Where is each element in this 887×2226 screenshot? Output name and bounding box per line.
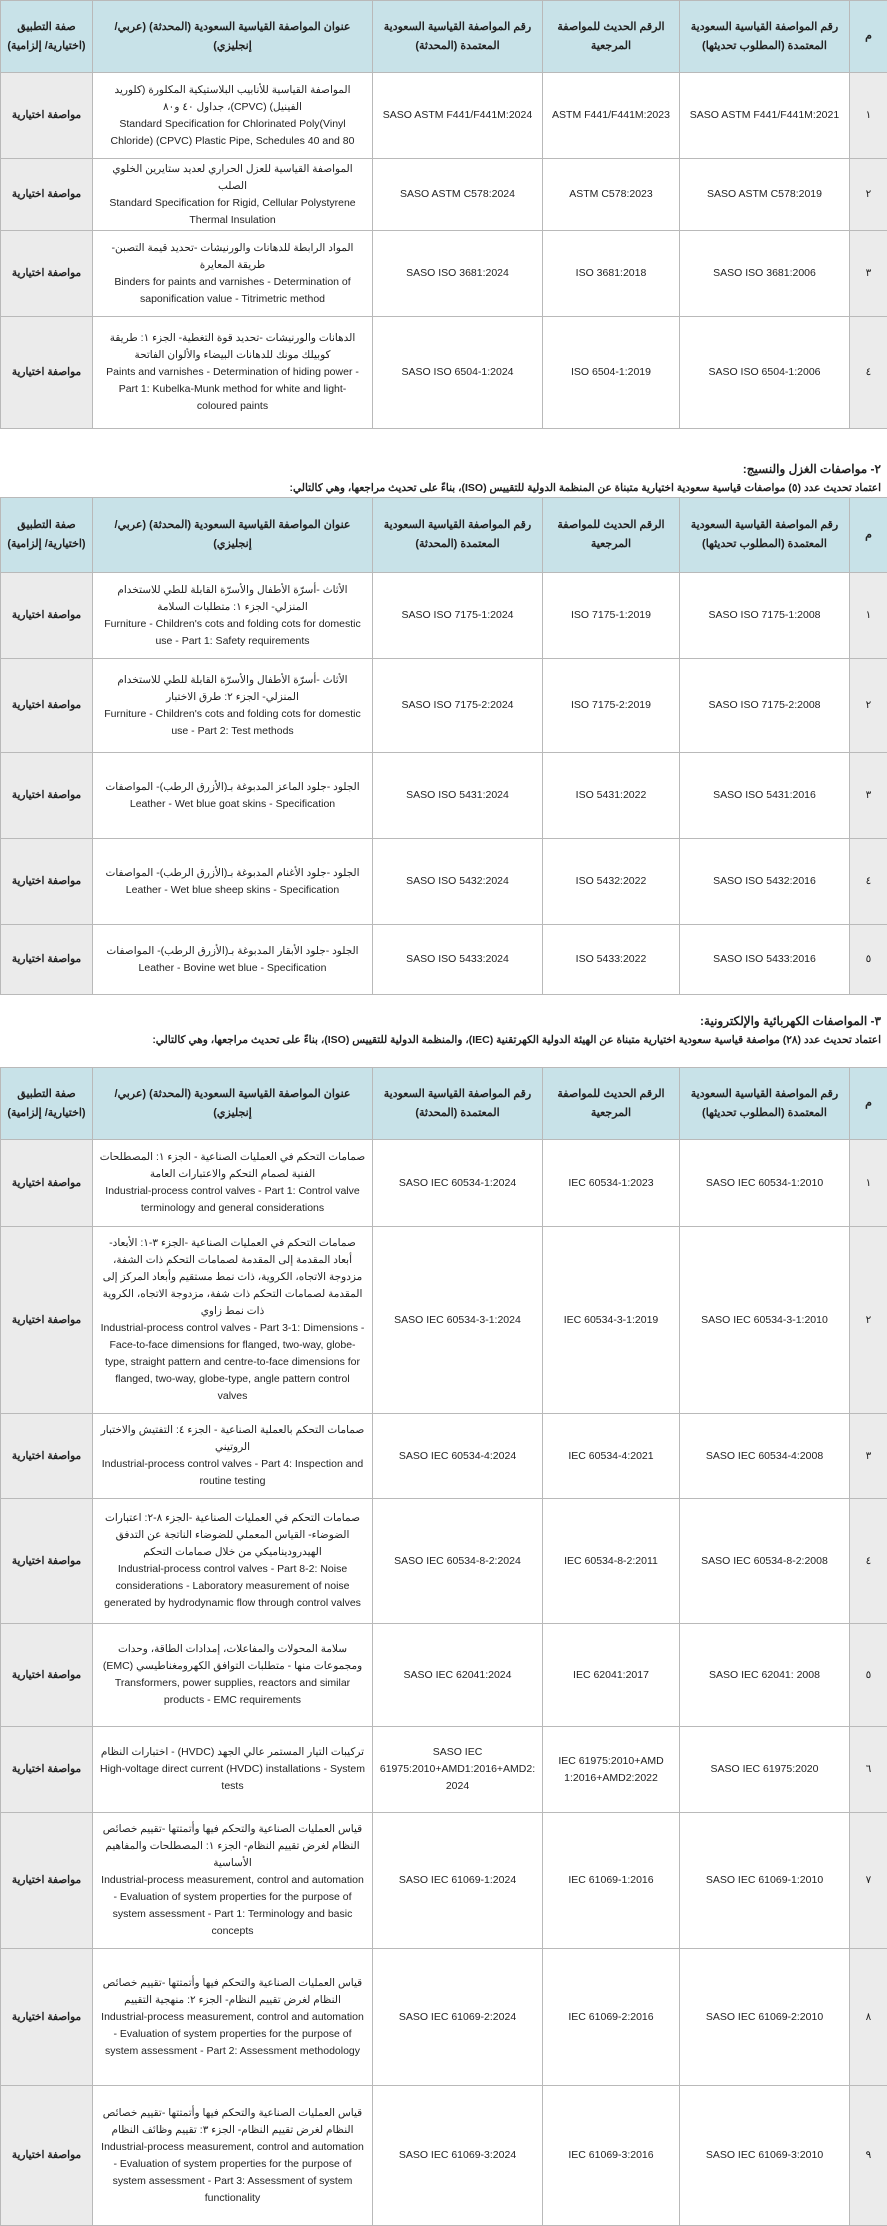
- cell-title: [93, 1227, 373, 1414]
- cell-ref: ISO 5432:2022: [543, 839, 680, 925]
- title-arabic: الجلود -جلود الأبقار المدبوغة بـ(الأزرق الرطب)- المواصفات: [99, 943, 366, 960]
- cell-app: مواصفة اختيارية: [1, 659, 93, 753]
- title-arabic: المواصفة القياسية للأنابيب البلاستيكية المكلورة (كلوريد الفينيل) (CPVC)، جداول ٤٠ و٨٠: [99, 82, 366, 116]
- title-arabic: سلامة المحولات والمفاعلات، إمدادات الطاقة، وحدات ومجموعات منها - متطلبات التوافق الكهرومغناطيسي (EMC): [99, 1641, 366, 1675]
- cell-ref: IEC 61069-2:2016: [543, 1949, 680, 2086]
- cell-old: SASO ASTM F441/F441M:2021: [680, 73, 850, 159]
- table-row: [1, 1624, 887, 1727]
- title-arabic: تركيبات التيار المستمر عالي الجهد (HVDC) - اختبارات النظام: [99, 1744, 366, 1761]
- cell-new: SASO IEC 60534-1:2024: [373, 1140, 543, 1227]
- table-row: [1, 659, 887, 753]
- table-header-row: [1, 498, 887, 573]
- cell-title: [93, 1727, 373, 1813]
- cell-app: مواصفة اختيارية: [1, 73, 93, 159]
- title-arabic: قياس العمليات الصناعية والتحكم فيها وأتمتتها -تقييم خصائص النظام لغرض تقييم النظام- الجزء ٣: تقييم وظائف النظام: [99, 2105, 366, 2139]
- cell-num: ٤: [850, 317, 887, 429]
- section-intro: اعتماد تحديث عدد (٥) مواصفات قياسية سعودية اختيارية متبناة عن المنظمة الدولية للتقييس (ISO)، بناءً على تحديث مراجعها، وهي كالتالي:: [290, 482, 881, 494]
- column-header-old: رقم المواصفة القياسية السعودية المعتمدة (المطلوب تحديثها): [680, 1, 850, 73]
- title-english: Paints and varnishes - Determination of hiding power - Part 1: Kubelka-Munk method for white and light-coloured paints: [99, 364, 366, 415]
- title-english: High-voltage direct current (HVDC) installations - System tests: [99, 1761, 366, 1795]
- title-english: Furniture - Children's cots and folding cots for domestic use - Part 1: Safety requirements: [99, 616, 366, 650]
- section-heading: ٢- مواصفات الغزل والنسيج:: [290, 462, 881, 476]
- table-row: [1, 231, 887, 317]
- cell-old: SASO IEC 61069-3:2010: [680, 2086, 850, 2226]
- table-header-row: [1, 1068, 887, 1140]
- column-header-app: صفة التطبيق (اختيارية/ إلزامية): [1, 498, 93, 573]
- section-2-header: [290, 462, 881, 494]
- cell-title: [93, 1499, 373, 1624]
- table-row: [1, 73, 887, 159]
- cell-app: مواصفة اختيارية: [1, 1624, 93, 1727]
- table-row: [1, 573, 887, 659]
- cell-num: ٣: [850, 1414, 887, 1499]
- cell-ref: IEC 62041:2017: [543, 1624, 680, 1727]
- column-header-title: عنوان المواصفة القياسية السعودية (المحدثة) (عربي/ إنجليزي): [93, 1068, 373, 1140]
- cell-app: مواصفة اختيارية: [1, 1227, 93, 1414]
- title-english: Industrial-process control valves - Part 8-2: Noise considerations - Laboratory measurement of noise generated by hydrodynamic flow through control valves: [99, 1561, 366, 1612]
- cell-new: SASO IEC 60534-4:2024: [373, 1414, 543, 1499]
- cell-app: مواصفة اختيارية: [1, 1140, 93, 1227]
- cell-num: ١: [850, 73, 887, 159]
- cell-new: SASO IEC 61069-2:2024: [373, 1949, 543, 2086]
- cell-title: [93, 1624, 373, 1727]
- title-arabic: صمامات التحكم في العمليات الصناعية -الجزء ٨-٢: اعتبارات الضوضاء- القياس المعملي للضوضاء الناتجة عن التدفق الهيدروديناميكي من خلال صمامات التحكم: [99, 1510, 366, 1561]
- column-header-old: رقم المواصفة القياسية السعودية المعتمدة (المطلوب تحديثها): [680, 498, 850, 573]
- cell-new: SASO ASTM C578:2024: [373, 159, 543, 231]
- cell-new: SASO ISO 3681:2024: [373, 231, 543, 317]
- title-arabic: الأثاث -أسرّة الأطفال والأسرّة القابلة للطي للاستخدام المنزلي- الجزء ٢: طرق الاختبار: [99, 672, 366, 706]
- cell-num: ٢: [850, 1227, 887, 1414]
- cell-app: مواصفة اختيارية: [1, 1414, 93, 1499]
- cell-old: SASO IEC 60534-8-2:2008: [680, 1499, 850, 1624]
- cell-new: SASO IEC 60534-8-2:2024: [373, 1499, 543, 1624]
- cell-ref: IEC 60534-4:2021: [543, 1414, 680, 1499]
- cell-ref: ISO 3681:2018: [543, 231, 680, 317]
- cell-title: [93, 659, 373, 753]
- section-heading: ٣- المواصفات الكهربائية والإلكترونية:: [152, 1014, 881, 1028]
- standards-table: [0, 0, 887, 429]
- cell-old: SASO IEC 60534-1:2010: [680, 1140, 850, 1227]
- cell-title: [93, 1949, 373, 2086]
- column-header-num: م: [850, 1068, 887, 1140]
- table-row: [1, 317, 887, 429]
- title-english: Leather - Wet blue sheep skins - Specification: [99, 882, 366, 899]
- cell-old: SASO ISO 3681:2006: [680, 231, 850, 317]
- cell-app: مواصفة اختيارية: [1, 753, 93, 839]
- column-header-num: م: [850, 498, 887, 573]
- cell-old: SASO IEC 61975:2020: [680, 1727, 850, 1813]
- cell-old: SASO IEC 61069-2:2010: [680, 1949, 850, 2086]
- table-row: [1, 1227, 887, 1414]
- standards-table: [0, 497, 887, 995]
- title-arabic: الأثاث -أسرّة الأطفال والأسرّة القابلة للطي للاستخدام المنزلي- الجزء ١: متطلبات السلامة: [99, 582, 366, 616]
- title-english: Standard Specification for Rigid, Cellular Polystyrene Thermal Insulation: [99, 195, 366, 229]
- table-row: [1, 753, 887, 839]
- cell-app: مواصفة اختيارية: [1, 231, 93, 317]
- cell-title: [93, 839, 373, 925]
- cell-old: SASO ISO 6504-1:2006: [680, 317, 850, 429]
- cell-ref: IEC 60534-8-2:2011: [543, 1499, 680, 1624]
- cell-title: [93, 925, 373, 995]
- cell-title: [93, 573, 373, 659]
- cell-old: SASO ISO 5431:2016: [680, 753, 850, 839]
- cell-num: ٣: [850, 753, 887, 839]
- column-header-ref: الرقم الحديث للمواصفة المرجعية: [543, 498, 680, 573]
- cell-num: ٥: [850, 925, 887, 995]
- cell-num: ٧: [850, 1813, 887, 1949]
- table-header-row: [1, 1, 887, 73]
- cell-num: ١: [850, 573, 887, 659]
- cell-old: SASO IEC 62041: 2008: [680, 1624, 850, 1727]
- column-header-ref: الرقم الحديث للمواصفة المرجعية: [543, 1, 680, 73]
- cell-app: مواصفة اختيارية: [1, 1949, 93, 2086]
- cell-ref: ISO 7175-2:2019: [543, 659, 680, 753]
- cell-new: SASO IEC 61069-1:2024: [373, 1813, 543, 1949]
- cell-num: ٥: [850, 1624, 887, 1727]
- table-row: [1, 1499, 887, 1624]
- column-header-new: رقم المواصفة القياسية السعودية المعتمدة (المحدثة): [373, 1, 543, 73]
- cell-app: مواصفة اختيارية: [1, 1813, 93, 1949]
- cell-num: ٦: [850, 1727, 887, 1813]
- cell-title: [93, 73, 373, 159]
- cell-new: SASO ISO 7175-2:2024: [373, 659, 543, 753]
- cell-num: ٤: [850, 839, 887, 925]
- column-header-app: صفة التطبيق (اختيارية/ إلزامية): [1, 1068, 93, 1140]
- cell-ref: ASTM F441/F441M:2023: [543, 73, 680, 159]
- cell-new: SASO IEC 62041:2024: [373, 1624, 543, 1727]
- column-header-title: عنوان المواصفة القياسية السعودية (المحدثة) (عربي/ إنجليزي): [93, 498, 373, 573]
- title-english: Leather - Wet blue goat skins - Specification: [99, 796, 366, 813]
- table-row: [1, 1949, 887, 2086]
- cell-old: SASO ISO 5433:2016: [680, 925, 850, 995]
- cell-ref: ISO 5431:2022: [543, 753, 680, 839]
- cell-ref: IEC 60534-1:2023: [543, 1140, 680, 1227]
- cell-old: SASO ISO 7175-2:2008: [680, 659, 850, 753]
- table-row: [1, 1414, 887, 1499]
- cell-old: SASO ISO 7175-1:2008: [680, 573, 850, 659]
- cell-ref: IEC 61975:2010+AMD 1:2016+AMD2:2022: [543, 1727, 680, 1813]
- cell-title: [93, 1414, 373, 1499]
- table-row: [1, 159, 887, 231]
- cell-new: SASO ISO 6504-1:2024: [373, 317, 543, 429]
- cell-app: مواصفة اختيارية: [1, 1499, 93, 1624]
- title-arabic: الدهانات والورنيشات -تحديد قوة التغطية- الجزء ١: طريقة كوبيلك مونك للدهانات البيضاء والألوان الفاتحة: [99, 330, 366, 364]
- cell-num: ١: [850, 1140, 887, 1227]
- cell-new: SASO ASTM F441/F441M:2024: [373, 73, 543, 159]
- section-3-header: [152, 1014, 881, 1046]
- cell-num: ٩: [850, 2086, 887, 2226]
- cell-app: مواصفة اختيارية: [1, 159, 93, 231]
- cell-new: SASO ISO 5433:2024: [373, 925, 543, 995]
- title-arabic: صمامات التحكم في العمليات الصناعية -الجزء ٣-١: الأبعاد- أبعاد المقدمة إلى المقدمة لصمامات التحكم ذات الشفة، مزدوجة الاتجاه، الكروية، ذات نمط مستقيم وأبعاد المركز إلى المقدمة لصمامات التحكم ذات شفة، مزدوجة الاتجاه، الكروية ذات نمط زاوي: [99, 1235, 366, 1320]
- cell-num: ٣: [850, 231, 887, 317]
- title-arabic: المواد الرابطة للدهانات والورنيشات -تحديد قيمة التصبن- طريقة المعايرة: [99, 240, 366, 274]
- title-arabic: قياس العمليات الصناعية والتحكم فيها وأتمتتها -تقييم خصائص النظام لغرض تقييم النظام- الجزء ٢: منهجية التقييم: [99, 1975, 366, 2009]
- cell-title: [93, 753, 373, 839]
- column-header-new: رقم المواصفة القياسية السعودية المعتمدة (المحدثة): [373, 498, 543, 573]
- column-header-old: رقم المواصفة القياسية السعودية المعتمدة (المطلوب تحديثها): [680, 1068, 850, 1140]
- cell-new: SASO ISO 7175-1:2024: [373, 573, 543, 659]
- table-row: [1, 1727, 887, 1813]
- cell-ref: ISO 6504-1:2019: [543, 317, 680, 429]
- cell-app: مواصفة اختيارية: [1, 839, 93, 925]
- title-english: Standard Specification for Chlorinated Poly(Vinyl Chloride) (CPVC) Plastic Pipe, Schedules 40 and 80: [99, 116, 366, 150]
- cell-ref: ISO 7175-1:2019: [543, 573, 680, 659]
- cell-num: ٢: [850, 659, 887, 753]
- title-english: Furniture - Children's cots and folding cots for domestic use - Part 2: Test methods: [99, 706, 366, 740]
- section-intro: اعتماد تحديث عدد (٢٨) مواصفة قياسية سعودية اختيارية متبناة عن الهيئة الدولية الكهرتقنية (IEC)، والمنظمة الدولية للتقييس (ISO)، بناءً على تحديث مراجعها، وهي كالتالي:: [152, 1034, 881, 1046]
- cell-app: مواصفة اختيارية: [1, 1727, 93, 1813]
- column-header-num: م: [850, 1, 887, 73]
- title-english: Industrial-process control valves - Part 4: Inspection and routine testing: [99, 1456, 366, 1490]
- cell-num: ٤: [850, 1499, 887, 1624]
- title-arabic: قياس العمليات الصناعية والتحكم فيها وأتمتتها -تقييم خصائص النظام لغرض تقييم النظام- الجزء ١: المصطلحات والمفاهيم الأساسية: [99, 1821, 366, 1872]
- cell-num: ٨: [850, 1949, 887, 2086]
- cell-new: SASO ISO 5432:2024: [373, 839, 543, 925]
- title-english: Industrial-process measurement, control and automation - Evaluation of system properties for the purpose of system assessment - Part 2: Assessment methodology: [99, 2009, 366, 2060]
- cell-old: SASO ASTM C578:2019: [680, 159, 850, 231]
- cell-new: SASO IEC 60534-3-1:2024: [373, 1227, 543, 1414]
- title-english: Industrial-process measurement, control and automation - Evaluation of system properties for the purpose of system assessment - Part 1: Terminology and basic concepts: [99, 1872, 366, 1940]
- cell-new: SASO IEC 61069-3:2024: [373, 2086, 543, 2226]
- title-english: Leather - Bovine wet blue - Specification: [99, 960, 366, 977]
- title-arabic: المواصفة القياسية للعزل الحراري لعديد ستايرين الخلوي الصلب: [99, 161, 366, 195]
- cell-app: مواصفة اختيارية: [1, 2086, 93, 2226]
- cell-title: [93, 2086, 373, 2226]
- cell-title: [93, 231, 373, 317]
- table-row: [1, 1813, 887, 1949]
- cell-ref: IEC 61069-3:2016: [543, 2086, 680, 2226]
- table-row: [1, 2086, 887, 2226]
- cell-app: مواصفة اختيارية: [1, 573, 93, 659]
- title-english: Transformers, power supplies, reactors and similar products - EMC requirements: [99, 1675, 366, 1709]
- title-english: Industrial-process measurement, control and automation - Evaluation of system properties for the purpose of system assessment - Part 3: Assessment of system functionality: [99, 2139, 366, 2207]
- cell-old: SASO ISO 5432:2016: [680, 839, 850, 925]
- column-header-new: رقم المواصفة القياسية السعودية المعتمدة (المحدثة): [373, 1068, 543, 1140]
- cell-title: [93, 159, 373, 231]
- cell-app: مواصفة اختيارية: [1, 925, 93, 995]
- table-row: [1, 839, 887, 925]
- table-row: [1, 1140, 887, 1227]
- cell-new: SASO ISO 5431:2024: [373, 753, 543, 839]
- cell-ref: IEC 60534-3-1:2019: [543, 1227, 680, 1414]
- title-arabic: الجلود -جلود الماعز المدبوغة بـ(الأزرق الرطب)- المواصفات: [99, 779, 366, 796]
- title-arabic: صمامات التحكم بالعملية الصناعية - الجزء ٤: التفتيش والاختبار الروتيني: [99, 1422, 366, 1456]
- column-header-ref: الرقم الحديث للمواصفة المرجعية: [543, 1068, 680, 1140]
- cell-num: ٢: [850, 159, 887, 231]
- cell-app: مواصفة اختيارية: [1, 317, 93, 429]
- cell-title: [93, 317, 373, 429]
- column-header-app: صفة التطبيق (اختيارية/ إلزامية): [1, 1, 93, 73]
- title-arabic: الجلود -جلود الأغنام المدبوغة بـ(الأزرق الرطب)- المواصفات: [99, 865, 366, 882]
- cell-ref: IEC 61069-1:2016: [543, 1813, 680, 1949]
- cell-ref: ISO 5433:2022: [543, 925, 680, 995]
- cell-old: SASO IEC 60534-4:2008: [680, 1414, 850, 1499]
- cell-title: [93, 1140, 373, 1227]
- cell-old: SASO IEC 61069-1:2010: [680, 1813, 850, 1949]
- standards-table: [0, 1067, 887, 2226]
- column-header-title: عنوان المواصفة القياسية السعودية (المحدثة) (عربي/ إنجليزي): [93, 1, 373, 73]
- title-english: Industrial-process control valves - Part 3-1: Dimensions - Face-to-face dimensions for flanged, two-way, globe-type, straight pattern and centre-to-face dimensions for flanged, two-way, globe-type, angle pattern control valves: [99, 1320, 366, 1405]
- cell-ref: ASTM C578:2023: [543, 159, 680, 231]
- table-row: [1, 925, 887, 995]
- title-english: Industrial-process control valves - Part 1: Control valve terminology and general considerations: [99, 1183, 366, 1217]
- cell-new: SASO IEC 61975:2010+AMD1:2016+AMD2: 2024: [373, 1727, 543, 1813]
- title-arabic: صمامات التحكم في العمليات الصناعية - الجزء ١: المصطلحات الفنية لصمام التحكم والاعتبارات العامة: [99, 1149, 366, 1183]
- cell-title: [93, 1813, 373, 1949]
- title-english: Binders for paints and varnishes - Determination of saponification value - Titrimetric method: [99, 274, 366, 308]
- cell-old: SASO IEC 60534-3-1:2010: [680, 1227, 850, 1414]
